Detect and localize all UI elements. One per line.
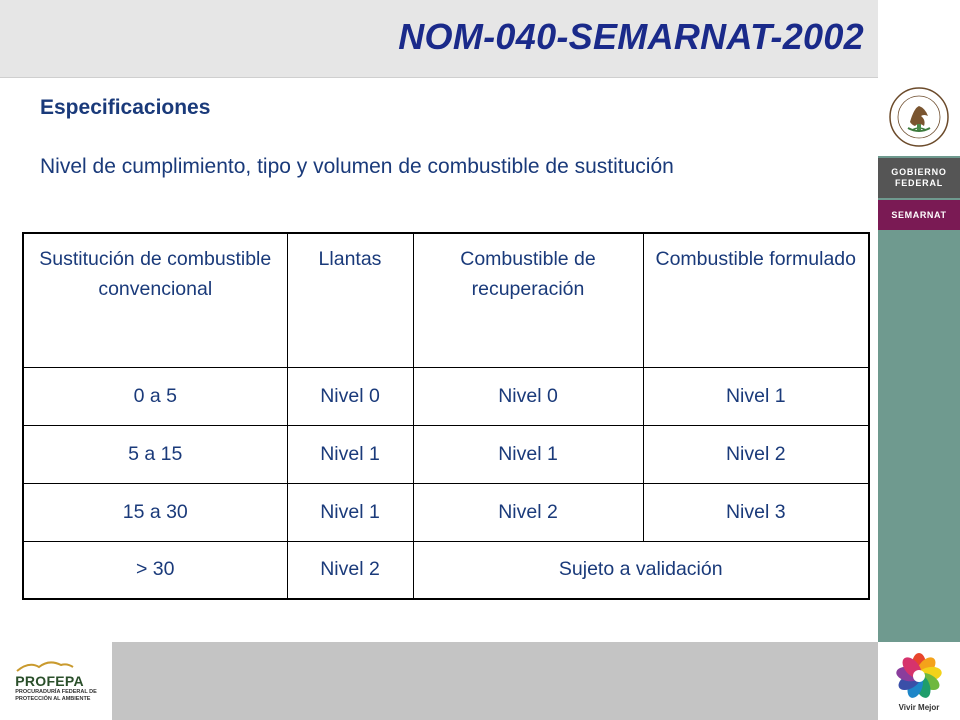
semarnat-label: SEMARNAT [891, 210, 947, 220]
table-cell: Nivel 1 [287, 425, 413, 483]
table-cell: Nivel 0 [413, 367, 643, 425]
eagle-seal-icon [888, 86, 950, 148]
gobierno-line1: GOBIERNO [891, 167, 947, 177]
table-cell: Nivel 2 [643, 425, 869, 483]
compliance-table [22, 232, 870, 600]
profepa-mountain-icon [15, 659, 75, 673]
table-cell: Nivel 0 [287, 367, 413, 425]
slide-title: NOM-040-SEMARNAT-2002 [398, 16, 864, 57]
table-cell: Nivel 2 [413, 483, 643, 541]
table-cell: Nivel 1 [413, 425, 643, 483]
table-cell: 5 a 15 [23, 425, 287, 483]
table-cell: 15 a 30 [23, 483, 287, 541]
top-banner [0, 0, 878, 78]
header-cell-sustitucion: Sustitución de combustible convencional [23, 233, 287, 367]
profepa-sub1: PROCURADURÍA FEDERAL DE [15, 689, 97, 695]
vivir-mejor-label: Vivir Mejor [898, 702, 940, 712]
table-cell: Nivel 1 [643, 367, 869, 425]
table-cell: Nivel 3 [643, 483, 869, 541]
flower-logo-icon [894, 651, 944, 701]
gobierno-federal-logo [878, 158, 960, 198]
table-row [23, 483, 869, 541]
table-cell: 0 a 5 [23, 367, 287, 425]
section-subheading: Nivel de cumplimiento, tipo y volumen de combustible de sustitución [40, 155, 674, 178]
table-row [23, 541, 869, 599]
profepa-logo [0, 642, 112, 720]
section-heading: Especificaciones [40, 96, 211, 119]
table-header-row [23, 233, 869, 367]
header-cell-recuperacion: Combustible de recuperación [413, 233, 643, 367]
mexico-seal [878, 78, 960, 156]
table-row [23, 367, 869, 425]
table-cell: > 30 [23, 541, 287, 599]
right-sidebar [878, 0, 960, 720]
profepa-sub2: PROTECCIÓN AL AMBIENTE [15, 696, 91, 702]
table-cell: Nivel 2 [287, 541, 413, 599]
table-cell: Nivel 1 [287, 483, 413, 541]
right-top-spacer [878, 0, 960, 78]
header-cell-llantas: Llantas [287, 233, 413, 367]
header-cell-formulado: Combustible formulado [643, 233, 869, 367]
bottom-banner [112, 642, 878, 720]
gobierno-line2: FEDERAL [894, 178, 944, 188]
table-row [23, 425, 869, 483]
profepa-wordmark: PROFEPA [15, 673, 84, 689]
vivir-mejor-logo [878, 642, 960, 720]
table-cell-merged: Sujeto a validación [413, 541, 869, 599]
semarnat-logo [878, 200, 960, 230]
